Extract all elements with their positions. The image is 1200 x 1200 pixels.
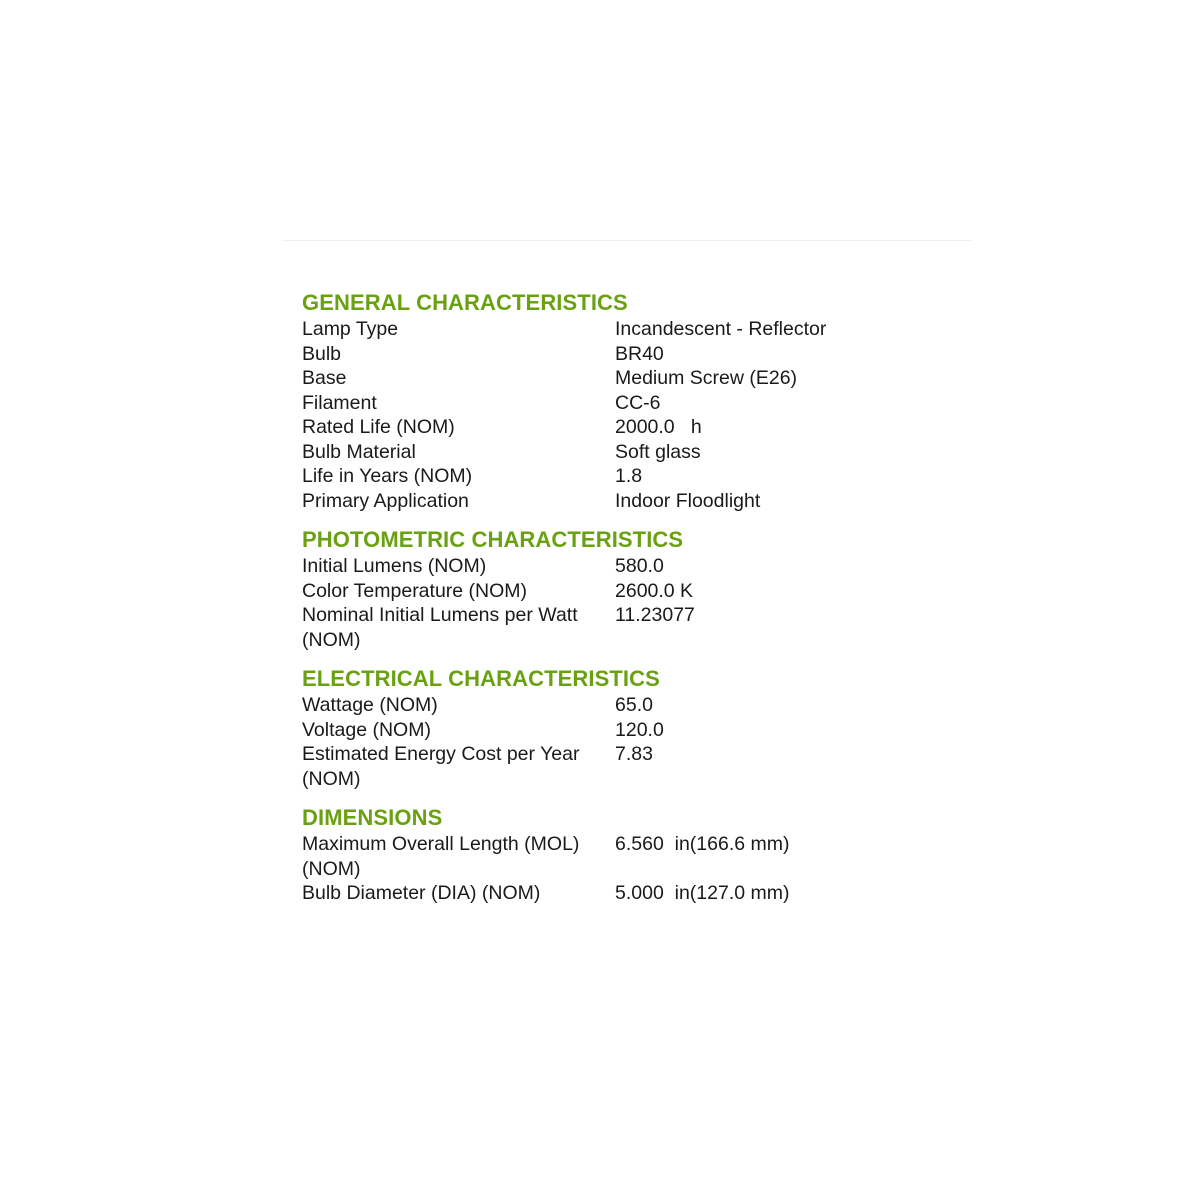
spec-value: Indoor Floodlight (615, 489, 761, 512)
spec-label: Filament (302, 391, 377, 414)
top-divider (282, 240, 972, 241)
spec-value: 2600.0 K (615, 579, 694, 602)
spec-label: Base (302, 367, 347, 389)
section-general (302, 290, 902, 513)
spec-label: Bulb Diameter (DIA) (NOM) (302, 882, 541, 904)
spec-value: 580.0 (615, 555, 664, 577)
spec-value: Soft glass (615, 440, 701, 463)
spec-value: 11.23077 (615, 604, 695, 626)
spec-label: Lamp Type (302, 318, 399, 340)
spec-row (302, 693, 902, 718)
spec-row (302, 881, 902, 906)
spec-value: CC-6 (615, 391, 661, 414)
section-title: ELECTRICAL CHARACTERISTICS (302, 666, 660, 691)
section-title: PHOTOMETRIC CHARACTERISTICS (302, 527, 684, 552)
spec-row (302, 391, 902, 416)
spec-row (302, 317, 902, 342)
spec-label: Initial Lumens (NOM) (302, 555, 487, 577)
section-title: DIMENSIONS (302, 805, 443, 830)
spec-row (302, 342, 902, 367)
section-electrical (302, 666, 902, 791)
spec-label: Maximum Overall Length (MOL) (NOM) (302, 833, 580, 880)
spec-label: Nominal Initial Lumens per Watt (NOM) (302, 604, 578, 651)
section-photometric (302, 527, 902, 652)
spec-label: Rated Life (NOM) (302, 416, 455, 438)
section-title: GENERAL CHARACTERISTICS (302, 290, 628, 315)
spec-row (302, 489, 902, 514)
spec-label: Wattage (NOM) (302, 694, 438, 716)
spec-label: Primary Application (302, 489, 469, 512)
spec-row (302, 415, 902, 440)
spec-value: 120.0 (615, 718, 664, 741)
spec-label: Estimated Energy Cost per Year (NOM) (302, 743, 580, 790)
spec-row (302, 718, 902, 743)
spec-row (302, 832, 902, 881)
spec-value: 7.83 (615, 743, 653, 765)
spec-row (302, 464, 902, 489)
spec-label: Color Temperature (NOM) (302, 579, 528, 602)
spec-value: 1.8 (615, 465, 643, 487)
spec-label: Voltage (NOM) (302, 718, 431, 741)
spec-row (302, 742, 902, 791)
spec-value: BR40 (615, 342, 664, 365)
section-dimensions (302, 805, 902, 906)
spec-value: Medium Screw (E26) (615, 367, 798, 389)
spec-row (302, 440, 902, 465)
spec-label: Life in Years (NOM) (302, 465, 473, 487)
spec-label: Bulb Material (302, 440, 416, 463)
spec-row (302, 554, 902, 579)
spec-label: Bulb (302, 342, 342, 365)
spec-value: 5.000 in(127.0 mm) (615, 882, 790, 904)
spec-row (302, 603, 902, 652)
spec-row (302, 366, 902, 391)
spec-value: 2000.0 h (615, 416, 702, 438)
spec-row (302, 579, 902, 604)
spec-sheet (302, 290, 902, 920)
spec-value: 6.560 in(166.6 mm) (615, 833, 790, 855)
spec-value: 65.0 (615, 694, 653, 716)
spec-value: Incandescent - Reflector (615, 318, 827, 340)
